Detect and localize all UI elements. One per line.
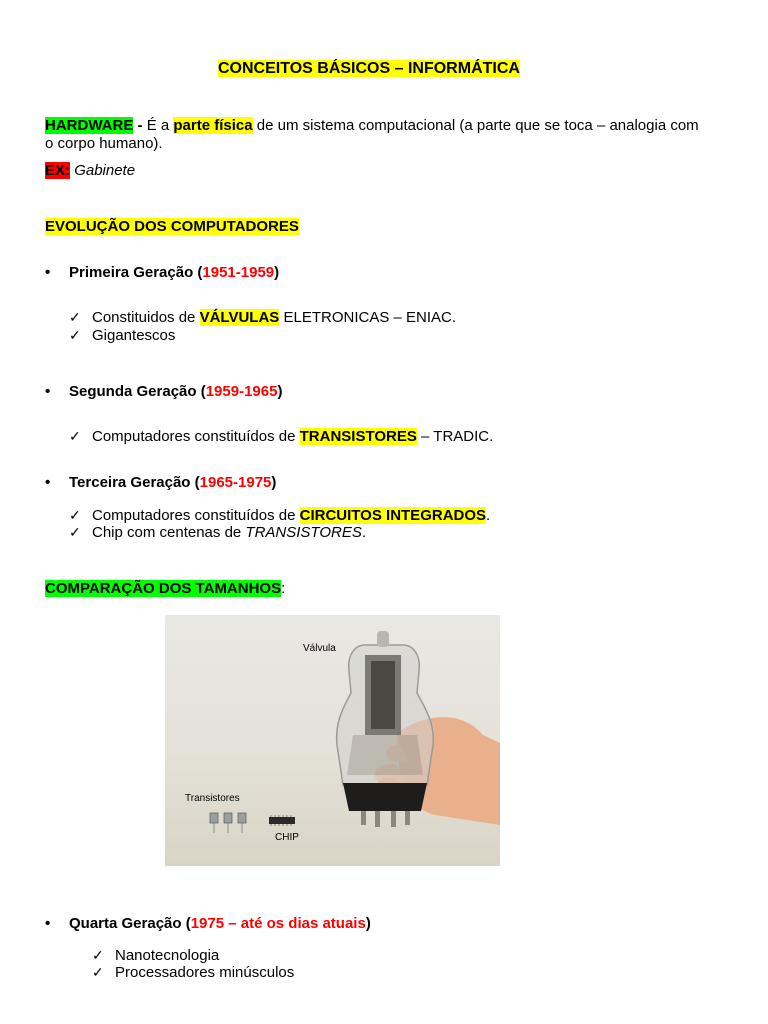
hardware-highlight: parte física (173, 117, 253, 134)
hardware-definition: HARDWARE - É a parte física de um sistema computacional (a parte que se toca – analogia com (45, 117, 699, 134)
generation-years: 1965-1975 (199, 474, 272, 491)
check-icon: ✓ (69, 309, 81, 325)
check-icon: ✓ (69, 428, 81, 444)
generation-2: • Segunda Geração (1959-1965) (45, 383, 283, 400)
bullet-icon: • (45, 474, 51, 491)
chip-label: CHIP (275, 832, 299, 843)
bullet-icon: • (45, 383, 51, 400)
generation-years: 1951-1959 (202, 264, 275, 281)
list-item: ✓ Gigantescos (69, 327, 176, 344)
bullet-icon: • (45, 915, 51, 932)
page-title: CONCEITOS BÁSICOS – INFORMÁTICA (218, 60, 520, 77)
evolution-heading: EVOLUÇÃO DOS COMPUTADORES (45, 218, 299, 235)
generation-3: • Terceira Geração (1965-1975) (45, 474, 277, 491)
list-item: ✓ Computadores constituídos de CIRCUITOS INTEGRADOS. (69, 507, 491, 524)
list-item: ✓ Nanotecnologia (92, 947, 220, 964)
valve-label: Válvula (303, 643, 336, 654)
comparison-heading: COMPARAÇÃO DOS TAMANHOS: (45, 580, 286, 597)
transistors-label: Transistores (185, 793, 240, 804)
check-icon: ✓ (69, 507, 81, 523)
check-icon: ✓ (92, 964, 104, 980)
generation-years: 1975 – até os dias atuais (190, 915, 366, 932)
check-icon: ✓ (69, 327, 81, 343)
generation-4: • Quarta Geração (1975 – até os dias atuais) (45, 915, 371, 932)
hardware-example (45, 162, 135, 179)
example-value: Gabinete (74, 162, 136, 179)
list-item: ✓ Constituidos de VÁLVULAS ELETRONICAS – ENIAC. (69, 309, 457, 326)
hardware-term: HARDWARE (45, 117, 134, 134)
generation-years: 1959-1965 (205, 383, 278, 400)
example-label: EX: (45, 162, 71, 179)
list-item: ✓ Processadores minúsculos (92, 964, 295, 981)
list-item: ✓ Chip com centenas de TRANSISTORES. (69, 524, 367, 541)
generation-1: • Primeira Geração (1951-1959) (45, 264, 280, 281)
check-icon: ✓ (92, 947, 104, 963)
hardware-definition-line2: o corpo humano). (45, 135, 163, 152)
size-comparison-photo (165, 615, 500, 866)
check-icon: ✓ (69, 524, 81, 540)
list-item: ✓ Computadores constituídos de TRANSISTORES – TRADIC. (69, 428, 494, 445)
bullet-icon: • (45, 264, 51, 281)
